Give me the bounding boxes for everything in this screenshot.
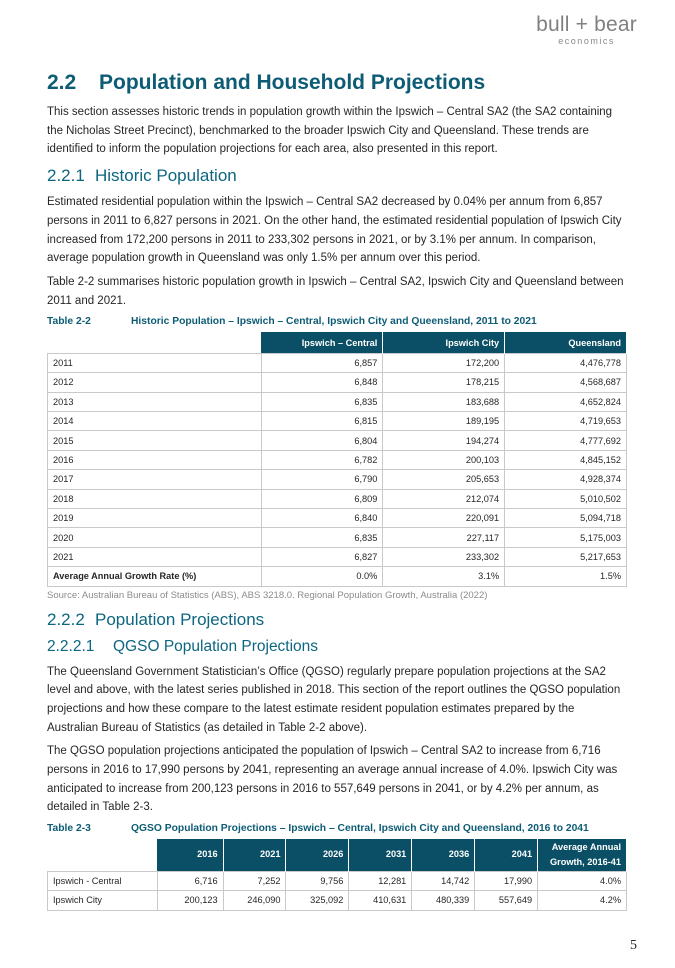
table-header-cell: Ipswich City [383,332,505,353]
table-total-row [48,567,627,586]
table1-caption [47,315,627,329]
table-row [48,353,627,372]
page-content [47,70,627,911]
table-header-cell [48,839,158,871]
table-header-cell: 2016 [157,839,223,871]
qgso-heading [47,637,627,657]
table1-source: Source: Australian Bureau of Statistics (ABS), ABS 3218.0. Regional Population Growth, Australia (2022) [47,589,488,601]
table-cell: 4.0% [538,871,627,891]
table-cell: 1.5% [505,567,627,586]
table-cell: Ipswich - Central [48,871,158,891]
historic-paragraph-2: Table 2-2 summarises historic population growth in Ipswich – Central SA2, Ipswich City and Queensland between 2011 and 2021. [47,275,624,307]
table-cell: 12,281 [349,871,412,891]
table-row [48,508,627,527]
table-header-cell: 2021 [223,839,286,871]
table-cell: 172,200 [383,353,505,372]
table-cell: 2017 [48,470,262,489]
qgso-projections-table [47,839,627,911]
table-row [48,871,627,891]
projections-title: Population Projections [95,609,265,629]
table-row [48,891,627,911]
table-cell: 6,848 [261,373,383,392]
historic-paragraph-1: Estimated residential population within the Ipswich – Central SA2 decreased by 0.04% per annum from 6,857 persons in 2011 to 6,827 persons in 2021. On the other hand, the estimated residential population of Ipswich City increased from 172,200 persons in 2011 to 233,302 persons in 2021, or by 3.1% per annum. In comparison, average population growth in Queensland was only 1.5% per annum over this period. [47,196,622,265]
table-cell: 6,809 [261,489,383,508]
table-cell: 200,103 [383,450,505,469]
table-cell: Ipswich City [48,891,158,911]
table-cell: 3.1% [383,567,505,586]
table-cell: 4,777,692 [505,431,627,450]
table-cell: 6,857 [261,353,383,372]
table-cell: 246,090 [223,891,286,911]
table-row [48,470,627,489]
table-cell: 4.2% [538,891,627,911]
table1-title: Historic Population – Ipswich – Central, Ipswich City and Queensland, 2011 to 2021 [131,316,537,328]
historic-population-table [47,332,627,586]
section-number: 2.2 [47,71,77,94]
table-cell: 0.0% [261,567,383,586]
table-cell: 5,175,003 [505,528,627,547]
qgso-paragraph-2: The QGSO population projections anticipated the population of Ipswich – Central SA2 to increase from 6,716 persons in 2016 to 17,990 persons by 2041, representing an average annual increase of 4.0%. Ipswich City was anticipated to increase from 200,123 persons in 2016 to 557,649 persons in 2041, or by 4.2% per annum, as detailed in Table 2-3. [47,745,618,814]
table-cell: 4,845,152 [505,450,627,469]
section-title: Population and Household Projections [99,71,486,94]
company-logo [536,14,637,46]
table2-header-row [48,839,627,871]
table-cell: 183,688 [383,392,505,411]
table-cell: 6,804 [261,431,383,450]
table2-title: QGSO Population Projections – Ipswich – Central, Ipswich City and Queensland, 2016 to 2041 [131,823,589,835]
table-cell: 194,274 [383,431,505,450]
table-cell: 212,074 [383,489,505,508]
table-cell: 6,815 [261,412,383,431]
table-row [48,450,627,469]
table-row [48,547,627,566]
table-cell: 4,652,824 [505,392,627,411]
table-cell: 6,782 [261,450,383,469]
table-cell: 6,790 [261,470,383,489]
table-header-cell: Queensland [505,332,627,353]
table-cell: 200,123 [157,891,223,911]
table-cell: 6,840 [261,508,383,527]
table-header-cell: 2036 [412,839,475,871]
table-cell: 205,653 [383,470,505,489]
historic-heading [47,165,627,187]
table-row [48,431,627,450]
qgso-number: 2.2.2.1 [47,637,95,655]
table-cell: 2012 [48,373,262,392]
table-cell: 4,568,687 [505,373,627,392]
table-cell: 2013 [48,392,262,411]
table-cell: 6,827 [261,547,383,566]
table-cell: 7,252 [223,871,286,891]
table-cell: 6,835 [261,528,383,547]
table-header-cell: Ipswich – Central [261,332,383,353]
table-cell: 9,756 [286,871,349,891]
table-cell: 233,302 [383,547,505,566]
table-cell: 5,094,718 [505,508,627,527]
table-cell: 6,835 [261,392,383,411]
table-row [48,373,627,392]
table-cell: 2021 [48,547,262,566]
table-cell: 14,742 [412,871,475,891]
table2-label: Table 2-3 [47,823,91,835]
table-header-cell: 2026 [286,839,349,871]
table1-header-row [48,332,627,353]
table-cell: 178,215 [383,373,505,392]
table-cell: 4,928,374 [505,470,627,489]
table-row [48,528,627,547]
table-cell: Average Annual Growth Rate (%) [48,567,262,586]
table-cell: 189,195 [383,412,505,431]
table-cell: 2014 [48,412,262,431]
table-cell: 480,339 [412,891,475,911]
table-header-cell [48,332,262,353]
table-cell: 2020 [48,528,262,547]
section-heading [47,70,627,96]
historic-title: Historic Population [95,166,237,186]
table-row [48,489,627,508]
table-cell: 4,476,778 [505,353,627,372]
table-cell: 6,716 [157,871,223,891]
table-cell: 4,719,653 [505,412,627,431]
table-row [48,392,627,411]
table2-caption [47,822,627,836]
page-number: 5 [630,938,637,953]
table-cell: 2011 [48,353,262,372]
table-cell: 5,217,653 [505,547,627,566]
table-cell: 325,092 [286,891,349,911]
projections-number: 2.2.2 [47,609,85,629]
table-cell: 557,649 [475,891,538,911]
table-row [48,412,627,431]
table-header-cell: 2041 [475,839,538,871]
table-cell: 2018 [48,489,262,508]
logo-sub-text: economics [558,36,615,46]
table-cell: 5,010,502 [505,489,627,508]
logo-main-text: bull + bear [536,13,637,36]
table-cell: 2016 [48,450,262,469]
historic-number: 2.2.1 [47,166,85,186]
table-cell: 410,631 [349,891,412,911]
table-header-cell: Average Annual Growth, 2016-41 [538,839,627,871]
table1-label: Table 2-2 [47,316,91,328]
qgso-paragraph-1: The Queensland Government Statistician’s Office (QGSO) regularly prepare population projections at the SA2 level and above, with the latest series published in 2018. This section of the report outlines the QGSO population projections and how these compare to the latest estimate resident population estimates prepared by the Australian Bureau of Statistics (as detailed in Table 2-2 above). [47,665,621,734]
table-cell: 17,990 [475,871,538,891]
table-cell: 227,117 [383,528,505,547]
projections-heading [47,609,627,631]
table-cell: 220,091 [383,508,505,527]
table-cell: 2015 [48,431,262,450]
intro-paragraph: This section assesses historic trends in population growth within the Ipswich – Central SA2 (the SA2 containing the Nicholas Street Precinct), benchmarked to the broader Ipswich City and Queensland. These trends are identified to inform the population projections for each area, also presented in this report. [47,106,613,156]
qgso-title: QGSO Population Projections [113,637,319,655]
table-header-cell: 2031 [349,839,412,871]
table-cell: 2019 [48,508,262,527]
